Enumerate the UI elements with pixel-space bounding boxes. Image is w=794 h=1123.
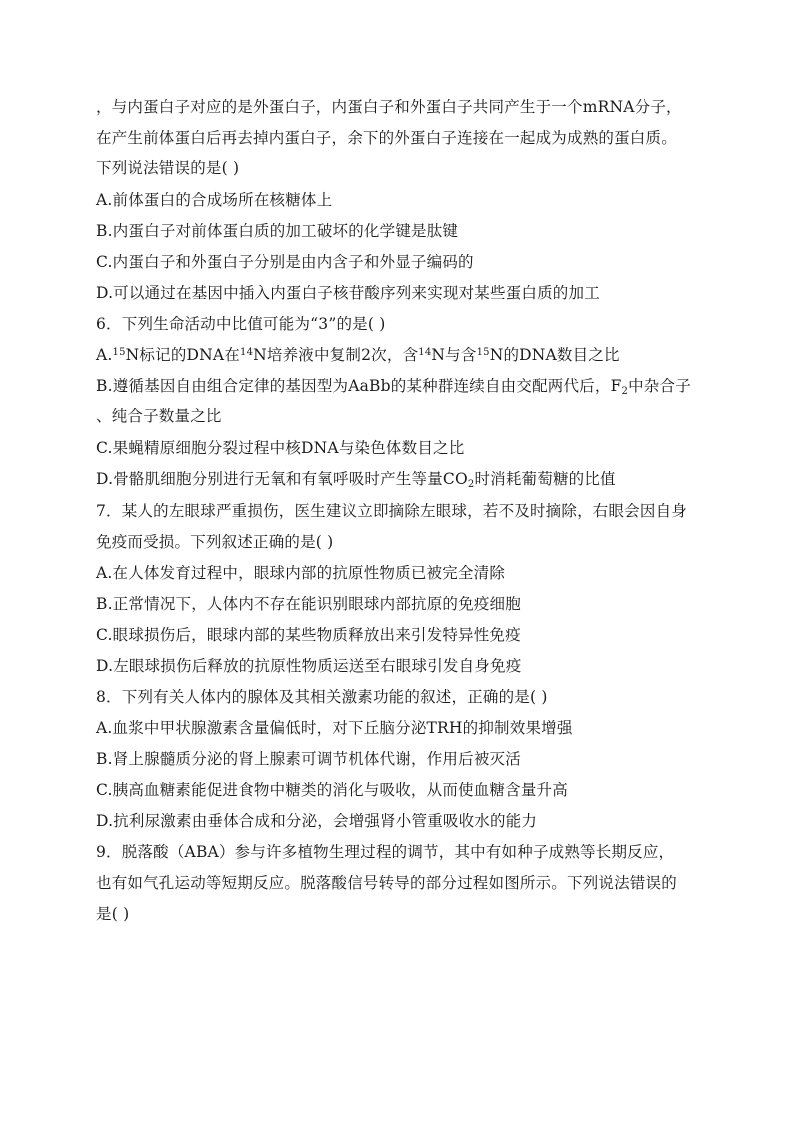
q6-option-d-text-2: 时消耗葡萄糖的比值 [474,470,616,488]
q7-stem-line-1: 7．某人的左眼球严重损伤，医生建议立即摘除左眼球，若不及时摘除，右眼会因自身 [96,502,687,520]
q6-option-b-text-2: 中杂合子 [628,377,691,395]
q6-option-d-text-1: D.骨骼肌细胞分别进行无氧和有氧呼吸时产生等量CO [96,470,468,488]
q6-option-b-line-2: 、纯合子数量之比 [96,407,222,425]
q7-option-d: D.左眼球损伤后释放的抗原性物质运送至右眼球引发自身免疫 [96,657,522,675]
q6-option-a-text-3: N与含 [431,346,477,364]
q5-stem-line-1: ，与内蛋白子对应的是外蛋白子，内蛋白子和外蛋白子共同产生于一个mRNA分子， [96,98,682,116]
q5-option-a: A.前体蛋白的合成场所在核糖体上 [96,191,333,209]
q6-option-a-text-1: N标记的DNA在 [125,346,241,364]
q7-option-c: C.眼球损伤后，眼球内部的某些物质释放出来引发特异性免疫 [96,626,521,644]
q6-option-d [96,469,706,489]
q5-stem-line-3: 下列说法错误的是( ) [96,159,240,177]
q6-option-a [96,345,706,365]
q9-stem-line-3: 是( ) [96,905,130,923]
q6-option-c: C.果蝇精原细胞分裂过程中核DNA与染色体数目之比 [96,439,465,457]
q5-stem-line-2: 在产生前体蛋白后再去掉内蛋白子，余下的外蛋白子连接在一起成为成熟的蛋白质。 [96,129,677,147]
isotope-superscript: 15 [112,347,126,358]
formula-subscript: 2 [467,479,475,490]
q5-option-c: C.内蛋白子和外蛋白子分别是由内含子和外显子编码的 [96,253,474,271]
generation-subscript: 2 [621,386,629,397]
q9-stem-line-2: 也有如气孔运动等短期反应。脱落酸信号转导的部分过程如图所示。下列说法错误的 [96,874,677,892]
q6-option-a-text-4: N的DNA数目之比 [489,346,620,364]
q5-option-b: B.内蛋白子对前体蛋白质的加工破坏的化学键是肽键 [96,222,459,240]
q8-option-c: C.胰高血糖素能促进食物中糖类的消化与吸收，从而使血糖含量升高 [96,781,568,799]
q8-option-b: B.肾上腺髓质分泌的肾上腺素可调节机体代谢，作用后被灭活 [96,750,521,768]
q8-option-a: A.血浆中甲状腺激素含量偏低时，对下丘脑分泌TRH的抑制效果增强 [96,719,573,737]
q8-stem: 8．下列有关人体内的腺体及其相关激素功能的叙述，正确的是( ) [96,688,548,706]
q9-stem-line-1: 9．脱落酸（ABA）参与许多植物生理过程的调节，其中有如种子成熟等长期反应， [96,843,675,861]
q6-option-a-text-2: N培养液中复制2次，含 [253,346,419,364]
isotope-superscript: 15 [476,347,490,358]
q5-option-d: D.可以通过在基因中插入内蛋白子核苷酸序列来实现对某些蛋白质的加工 [96,284,600,302]
q8-option-d: D.抗利尿激素由垂体合成和分泌，会增强肾小管重吸收水的能力 [96,812,538,830]
isotope-superscript: 14 [418,347,432,358]
q7-stem-line-2: 免疫而受损。下列叙述正确的是( ) [96,533,334,551]
isotope-superscript: 14 [240,347,254,358]
q7-option-b: B.正常情况下，人体内不存在能识别眼球内部抗原的免疫细胞 [96,595,521,613]
q6-option-b-line-1 [96,376,706,396]
q6-stem: 6．下列生命活动中比值可能为“3”的是( ) [96,315,386,333]
q6-option-a-prefix: A. [96,346,113,364]
q6-option-b-text-1: B.遵循基因自由组合定律的基因型为AaBb的某种群连续自由交配两代后，F [96,377,622,395]
q7-option-a: A.在人体发育过程中，眼球内部的抗原性物质已被完全清除 [96,564,506,582]
